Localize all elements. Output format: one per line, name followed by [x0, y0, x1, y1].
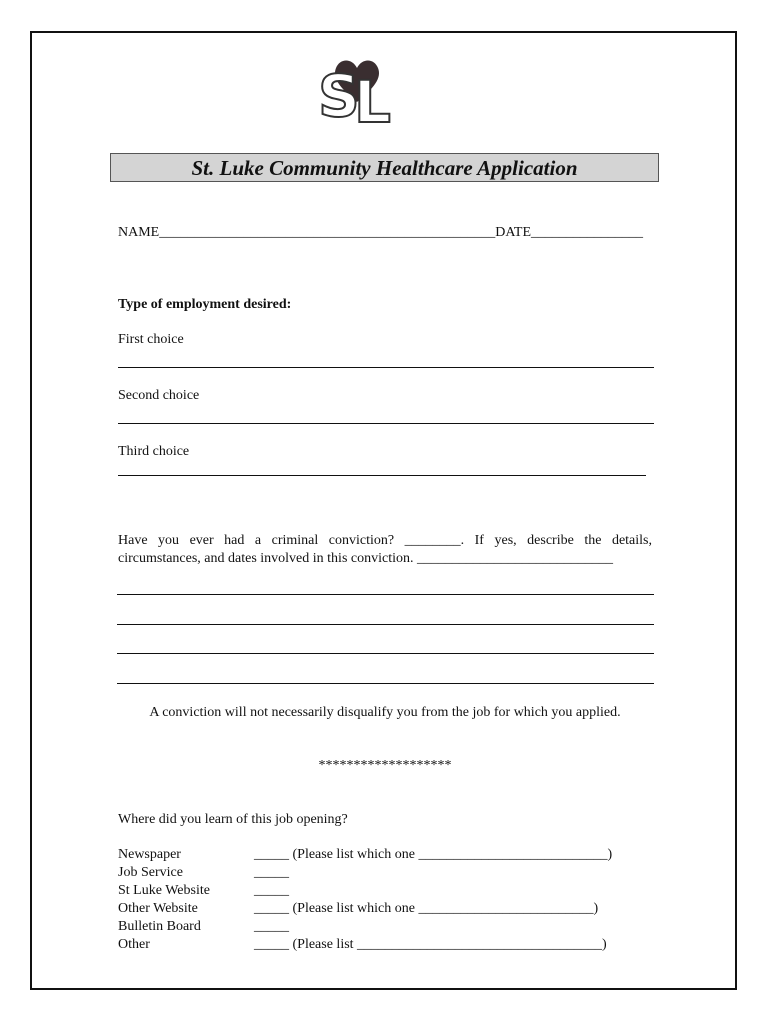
source-label-bulletin-board: Bulletin Board	[118, 919, 201, 934]
source-field-st-luke-website[interactable]: _____	[254, 883, 289, 898]
source-field-bulletin-board[interactable]: _____	[254, 919, 289, 934]
separator: *******************	[318, 758, 452, 773]
conviction-details-line-2[interactable]	[117, 624, 654, 625]
name-date-line	[118, 224, 643, 241]
conviction-details-line-3[interactable]	[117, 653, 654, 654]
source-question: Where did you learn of this job opening?	[118, 812, 348, 827]
source-field-newspaper[interactable]: _____ (Please list which one ___________________________)	[254, 847, 613, 862]
conviction-details-line-1[interactable]	[117, 594, 654, 595]
source-label-other: Other	[118, 937, 150, 952]
conviction-question: Have you ever had a criminal conviction? ________. If yes, describe the details, circumstances, and dates involved in this conviction. ____________________________	[118, 533, 652, 566]
name-label: NAME	[118, 225, 160, 240]
svg-text:L: L	[354, 68, 391, 128]
source-field-other[interactable]: _____ (Please list ___________________________________)	[254, 937, 607, 952]
source-field-other-website[interactable]: _____ (Please list which one _________________________)	[254, 901, 599, 916]
form-title-box	[110, 153, 659, 182]
st-luke-logo	[312, 50, 402, 128]
first-choice-label: First choice	[118, 332, 184, 347]
third-choice-field[interactable]	[118, 475, 646, 476]
conviction-details-line-4[interactable]	[117, 683, 654, 684]
date-field[interactable]: ________________	[531, 225, 644, 240]
name-field[interactable]: ________________________________________________	[159, 225, 496, 240]
source-label-st-luke-website: St Luke Website	[118, 883, 210, 898]
third-choice-label: Third choice	[118, 444, 190, 459]
svg-text:S: S	[318, 62, 360, 128]
second-choice-label: Second choice	[118, 388, 200, 403]
employment-heading: Type of employment desired:	[118, 297, 292, 312]
source-label-newspaper: Newspaper	[118, 847, 181, 862]
first-choice-field[interactable]	[118, 367, 654, 368]
form-title: St. Luke Community Healthcare Application	[191, 156, 578, 180]
source-label-other-website: Other Website	[118, 901, 198, 916]
conviction-note: A conviction will not necessarily disqualify you from the job for which you applied.	[149, 705, 621, 720]
date-label: DATE	[495, 225, 532, 240]
second-choice-field[interactable]	[118, 423, 654, 424]
source-label-job-service: Job Service	[118, 865, 183, 880]
source-field-job-service[interactable]: _____	[254, 865, 289, 880]
